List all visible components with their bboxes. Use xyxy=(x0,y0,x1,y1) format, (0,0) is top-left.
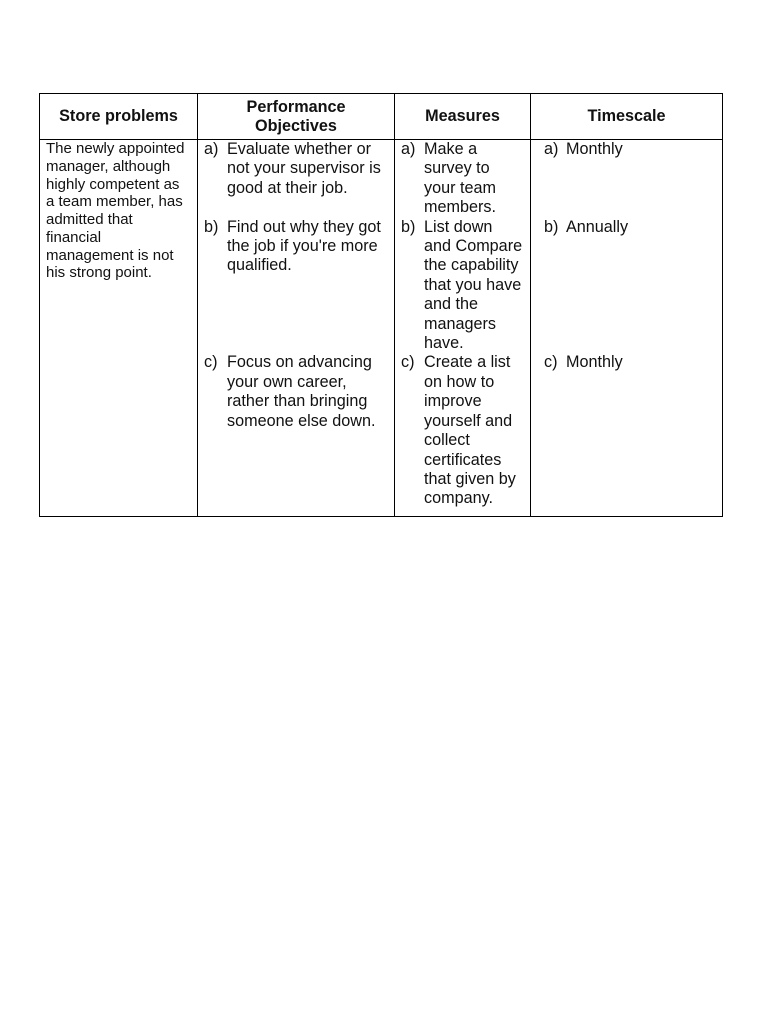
measure-cell-c xyxy=(395,353,531,517)
measure-label: b) xyxy=(401,217,416,236)
timescale-cell-c xyxy=(531,353,723,517)
objective-item xyxy=(204,218,394,276)
store-problem-cell xyxy=(40,140,198,517)
measure-label: c) xyxy=(401,353,415,372)
objective-text: Evaluate whether or not your supervisor is good at their job. xyxy=(227,140,381,197)
timescale-cell-b xyxy=(531,218,723,354)
objective-cell-b xyxy=(198,218,395,354)
timescale-item xyxy=(544,353,722,372)
measure-text: Create a list on how to improve yourself and collect certificates that given by company. xyxy=(424,353,516,508)
store-problems-table xyxy=(39,93,723,517)
measure-text: List down and Compare the capability that you have and the managers have. xyxy=(424,217,523,353)
header-timescale: Timescale xyxy=(587,107,666,125)
timescale-item xyxy=(544,218,722,237)
measure-cell-a xyxy=(395,140,531,218)
objective-item xyxy=(204,353,394,431)
header-store-problems-cell xyxy=(40,94,198,140)
timescale-label: b) xyxy=(544,217,559,236)
header-store-problems: Store problems xyxy=(59,107,178,125)
timescale-cell-a xyxy=(531,140,723,218)
header-performance-objectives: Performance Objectives xyxy=(246,97,346,135)
objective-label: a) xyxy=(204,140,219,158)
measure-item xyxy=(401,140,530,218)
measure-cell-b xyxy=(395,218,531,354)
header-measures: Measures xyxy=(425,107,500,125)
objective-label: b) xyxy=(204,217,219,236)
timescale-label: c) xyxy=(544,353,558,372)
objective-cell-c xyxy=(198,353,395,517)
objective-label: c) xyxy=(204,353,218,372)
measure-item xyxy=(401,353,530,508)
header-measures-cell xyxy=(395,94,531,140)
timescale-label: a) xyxy=(544,140,559,158)
objective-text: Find out why they got the job if you're more qualified. xyxy=(227,217,381,275)
header-timescale-cell xyxy=(531,94,723,140)
objective-item xyxy=(204,140,394,198)
timescale-item xyxy=(544,140,722,159)
timescale-text: Annually xyxy=(566,217,629,236)
store-problem-text: The newly appointed manager, although highly competent as a team member, has admitted that financial management is not his strong point. xyxy=(46,140,185,282)
measure-item xyxy=(401,218,530,354)
header-performance-objectives-cell xyxy=(198,94,395,140)
objective-cell-a xyxy=(198,140,395,218)
measure-text: Make a survey to your team members. xyxy=(424,140,496,217)
timescale-text: Monthly xyxy=(566,140,623,158)
timescale-text: Monthly xyxy=(566,353,623,372)
objective-text: Focus on advancing your own career, rather than bringing someone else down. xyxy=(227,353,376,430)
measure-label: a) xyxy=(401,140,416,158)
